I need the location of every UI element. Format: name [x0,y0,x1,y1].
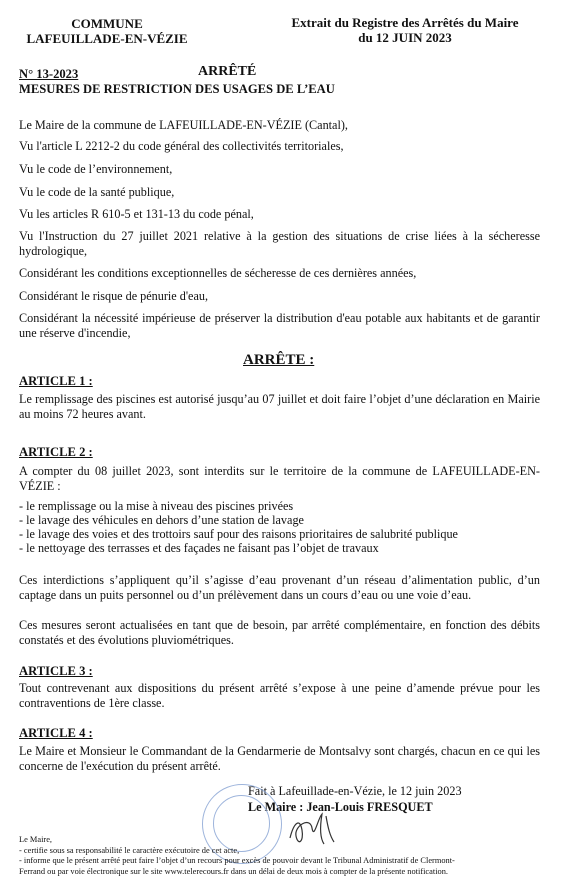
article-4-heading: ARTICLE 4 : [19,726,93,741]
list-item: - le remplissage ou la mise à niveau des piscines privées [19,499,540,513]
article-2-paragraph-3: Ces mesures seront actualisées en tant que de besoin, par arrêté complémentaire, en fonction des débits constatés et des évolutions pluviométriques. [19,618,540,648]
article-2-intro: A compter du 08 juillet 2023, sont interdits sur le territoire de la commune de LAFEUILLADE-EN-VÉZIE : [19,464,540,494]
arrete-heading: ARRÊTE : [243,352,314,369]
article-3-text: Tout contrevenant aux dispositions du présent arrêté s’expose à une peine d’amende prévue pour les contraventions de 1ère classe. [19,681,540,711]
footer-note-appeal: - informe que le présent arrêté peut faire l’objet d’un recours pour excès de pouvoir devant le Tribunal Administratif de Clermont- [19,856,559,867]
footer-notes-title: Le Maire, [19,835,559,846]
list-item: - le nettoyage des terrasses et des façades ne faisant pas l’objet de travaux [19,541,540,555]
registry-extract-title: Extrait du Registre des Arrêtés du Maire [270,15,540,30]
preamble-line-6: Vu l'Instruction du 27 juillet 2021 relative à la gestion des situations de crise liées à la sécheresse hydrologique, [19,229,540,259]
list-item: - le lavage des voies et des trottoirs sauf pour des raisons prioritaires de salubrité publique [19,527,540,541]
preamble-line-5: Vu les articles R 610-5 et 131-13 du code pénal, [19,207,254,222]
preamble-line-8: Considérant le risque de pénurie d'eau, [19,289,208,304]
preamble-line-2: Vu l'article L 2212-2 du code général des collectivités territoriales, [19,139,344,154]
decree-title: ARRÊTÉ [198,64,256,80]
article-2-heading: ARTICLE 2 : [19,445,93,460]
preamble-line-9: Considérant la nécessité impérieuse de préserver la distribution d'eau potable aux habitants et de garantir une réserve d'incendie, [19,311,540,341]
article-3-heading: ARTICLE 3 : [19,664,93,679]
footer-note-certify: - certifie sous sa responsabilité le caractère exécutoire de cet acte, [19,846,559,857]
footer-notes [19,835,559,877]
preamble-line-4: Vu le code de la santé publique, [19,185,174,200]
article-1-text: Le remplissage des piscines est autorisé jusqu’au 07 juillet et doit faire l’objet d’une déclaration en Mairie au moins 72 heures avant. [19,392,540,422]
decree-subject: MESURES DE RESTRICTION DES USAGES DE L’EAU [19,82,335,97]
footer-note-appeal-continued: Ferrand ou par voie électronique sur le site www.telerecours.fr dans un délai de deux mois à compter de la présente notification. [19,867,559,877]
commune-name: LAFEUILLADE-EN-VÉZIE [12,31,202,46]
article-1-heading: ARTICLE 1 : [19,374,93,389]
preamble-line-1: Le Maire de la commune de LAFEUILLADE-EN-VÉZIE (Cantal), [19,118,348,133]
decree-number: N° 13-2023 [19,67,78,82]
registry-extract-date: du 12 JUIN 2023 [270,30,540,45]
commune-label: COMMUNE [12,16,202,31]
article-2-prohibitions-list [19,499,540,555]
commune-header [12,16,202,46]
registry-extract-header [270,15,540,45]
article-2-paragraph-2: Ces interdictions s’appliquent qu’il s’agisse d’eau provenant d’un réseau d’alimentation public, d’un captage dans un puits personnel ou d’un prélèvement dans un cours d’eau ou une voie d’eau. [19,573,540,603]
signature-place-date: Fait à Lafeuillade-en-Vézie, le 12 juin 2023 [248,784,462,799]
signature-mayor-name: Le Maire : Jean-Louis FRESQUET [248,800,433,815]
list-item: - le lavage des véhicules en dehors d’une station de lavage [19,513,540,527]
preamble-line-7: Considérant les conditions exceptionnelles de sécheresse de ces dernières années, [19,266,416,281]
article-4-text: Le Maire et Monsieur le Commandant de la Gendarmerie de Montsalvy sont chargés, chacun en ce qui les concerne de l'exécution du présent arrêté. [19,744,540,774]
preamble-line-3: Vu le code de l’environnement, [19,162,172,177]
